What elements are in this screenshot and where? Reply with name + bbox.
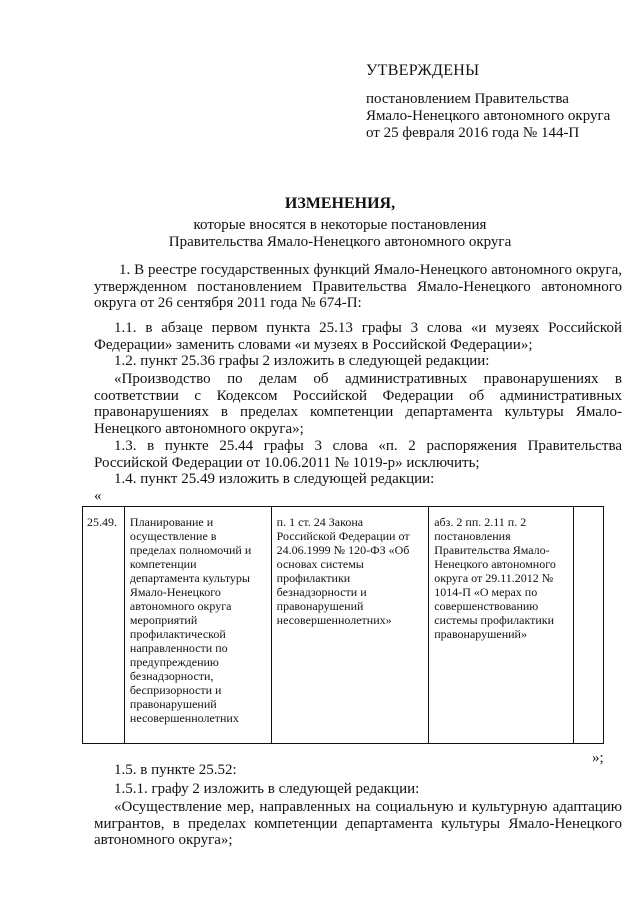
document-title	[60, 195, 620, 251]
approval-heading: УТВЕРЖДЕНЫ	[366, 62, 480, 79]
title-subline: Правительства Ямало-Ненецкого автономного округа	[168, 234, 512, 250]
paragraph-1-5-1: 1.5.1. графу 2 изложить в следующей редакции:	[114, 781, 420, 797]
title-subline: которые вносятся в некоторые постановления	[193, 217, 487, 233]
approval-line: Ямало-Ненецкого автономного округа	[366, 108, 611, 124]
quote-close-mark: »;	[592, 750, 604, 766]
cell-federal-law: п. 1 ст. 24 Закона Российской Федерации от 24.06.1999 № 120-ФЗ «Об основах системы профилактики безнадзорности и правонарушений несовершеннолетних»	[271, 507, 429, 744]
paragraph-1-3: 1.3. в пункте 25.44 графы 3 слова «п. 2 распоряжения Правительства Российской Федерации от 10.06.2011 № 1019-р» исключить;	[94, 438, 622, 471]
approval-line: от 25 февраля 2016 года № 144-П	[366, 125, 580, 141]
paragraph-1: 1. В реестре государственных функций Ямало-Ненецкого автономного округа, утвержденном постановлением Правительства Ямало-Ненецкого автономного округа от 26 сентября 2011 года № 674-П:	[94, 262, 622, 311]
paragraph-1-5-1-quote: «Осуществление мер, направленных на социальную и культурную адаптацию мигрантов, в пределах компетенции департамента культуры Ямало-Ненецкого автономного округа»;	[94, 799, 622, 848]
paragraph-1-5: 1.5. в пункте 25.52:	[114, 762, 237, 778]
cell-extra	[573, 507, 603, 744]
cell-function: Планирование и осуществление в пределах полномочий и компетенции департамента культуры Ямало-Ненецкого автономного округа мероприятий профилактической направленности по предупреждению безнадзорности, беспризорности и правонарушений несовершеннолетних	[124, 507, 271, 744]
table-row	[83, 507, 604, 744]
paragraph-1-4: 1.4. пункт 25.49 изложить в следующей редакции:	[114, 471, 435, 487]
paragraph-1-1: 1.1. в абзаце первом пункта 25.13 графы 3 слова «и музеях Российской Федерации» заменить словами «и музеях в Российской Федерации»;	[94, 320, 622, 353]
paragraph-1-2: 1.2. пункт 25.36 графы 2 изложить в следующей редакции:	[114, 353, 490, 369]
registry-table	[82, 506, 604, 744]
approval-line: постановлением Правительства	[366, 91, 569, 107]
quote-open-mark: «	[94, 488, 102, 504]
approval-block	[366, 62, 610, 142]
cell-number: 25.49.	[83, 507, 125, 744]
paragraph-1-2-quote: «Производство по делам об административных правонарушениях в соответствии с Кодексом Российской Федерации об административных правонарушениях в пределах компетенции департамента культуры Ямало-Ненецкого автономного округа»;	[94, 371, 622, 437]
cell-regional-act: абз. 2 пп. 2.11 п. 2 постановления Правительства Ямало-Ненецкого автономного округа от 29.11.2012 № 1014-П «О мерах по совершенствованию системы профилактики правонарушений»	[429, 507, 574, 744]
title-main: ИЗМЕНЕНИЯ,	[284, 195, 396, 212]
